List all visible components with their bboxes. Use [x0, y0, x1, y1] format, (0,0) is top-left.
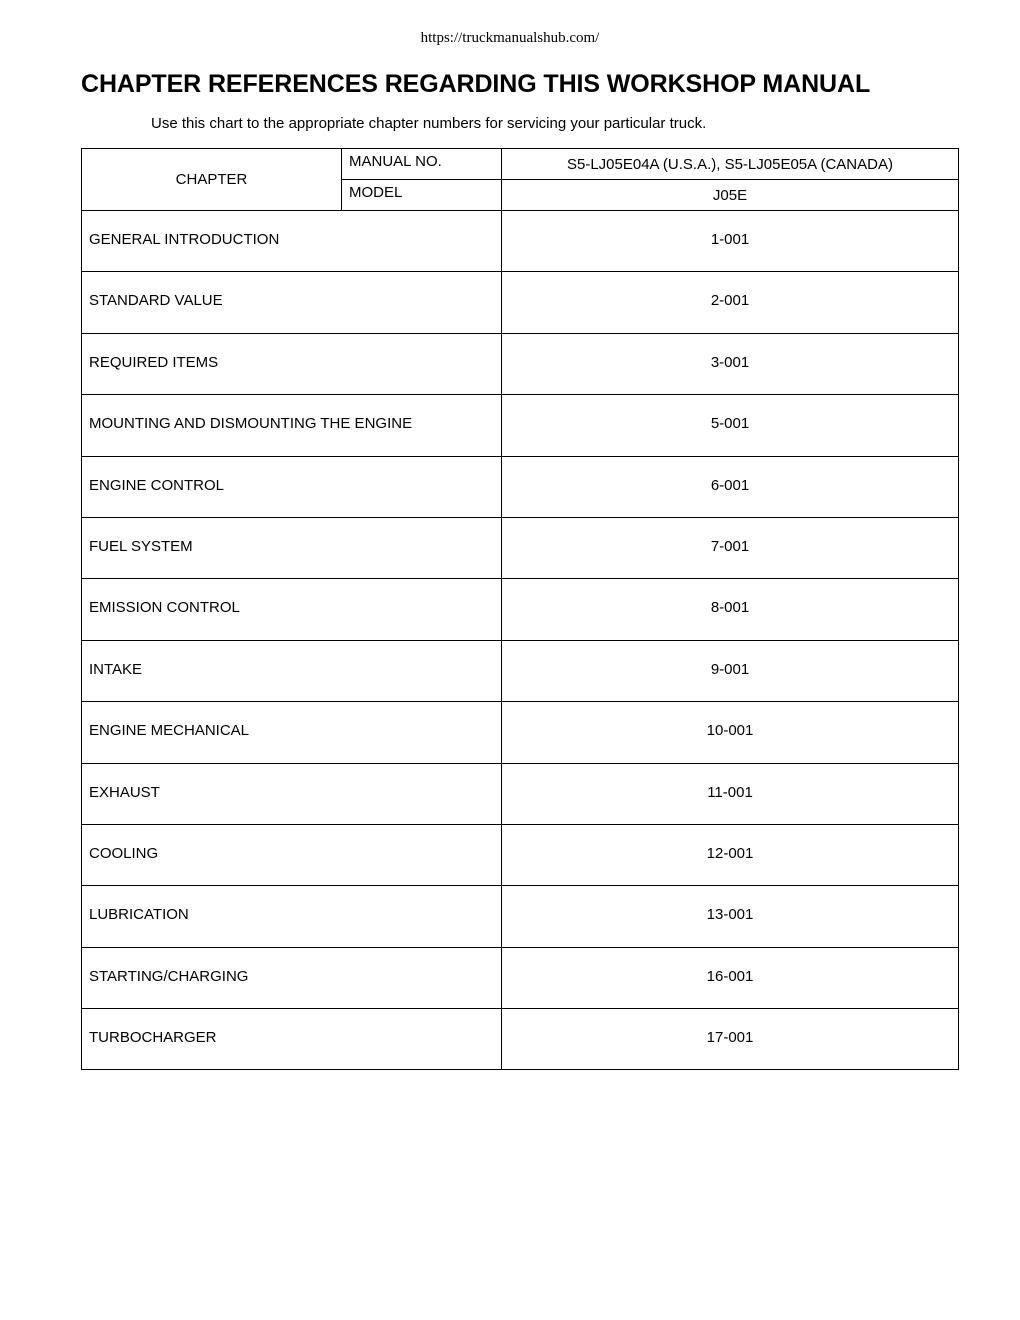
table-row [82, 1009, 959, 1070]
chapter-name: MOUNTING AND DISMOUNTING THE ENGINE [82, 395, 502, 456]
chapter-number: 9-001 [502, 640, 959, 701]
chapter-header: CHAPTER [82, 149, 342, 211]
header-row-manual [82, 149, 959, 180]
model-value: J05E [502, 180, 959, 211]
chapter-number: 7-001 [502, 517, 959, 578]
table-row [82, 211, 959, 272]
manual-no-value: S5-LJ05E04A (U.S.A.), S5-LJ05E05A (CANADA) [502, 149, 959, 180]
table-row [82, 579, 959, 640]
page-title: CHAPTER REFERENCES REGARDING THIS WORKSHOP MANUAL [81, 70, 871, 98]
chapter-name: LUBRICATION [82, 886, 502, 947]
chapter-number: 10-001 [502, 702, 959, 763]
chapter-number: 17-001 [502, 1009, 959, 1070]
table-row [82, 333, 959, 394]
table-row [82, 702, 959, 763]
manual-no-label: MANUAL NO. [342, 149, 502, 180]
table-row [82, 763, 959, 824]
table-row [82, 947, 959, 1008]
model-label: MODEL [342, 180, 502, 211]
chapter-number: 8-001 [502, 579, 959, 640]
chapter-number: 11-001 [502, 763, 959, 824]
table-row [82, 395, 959, 456]
chapter-number: 1-001 [502, 211, 959, 272]
intro-text: Use this chart to the appropriate chapter numbers for servicing your particular truck. [151, 115, 707, 132]
chapter-name: INTAKE [82, 640, 502, 701]
chapter-name: STANDARD VALUE [82, 272, 502, 333]
chapter-name: EMISSION CONTROL [82, 579, 502, 640]
chapter-name: GENERAL INTRODUCTION [82, 211, 502, 272]
table-body [82, 149, 959, 1070]
table-row [82, 517, 959, 578]
chapter-number: 3-001 [502, 333, 959, 394]
table-row [82, 824, 959, 885]
chapter-reference-table [81, 148, 959, 1070]
chapter-number: 6-001 [502, 456, 959, 517]
table-row [82, 886, 959, 947]
chapter-name: FUEL SYSTEM [82, 517, 502, 578]
chapter-name: ENGINE CONTROL [82, 456, 502, 517]
chapter-number: 12-001 [502, 824, 959, 885]
table-row [82, 640, 959, 701]
chapter-name: TURBOCHARGER [82, 1009, 502, 1070]
chapter-name: STARTING/CHARGING [82, 947, 502, 1008]
chapter-number: 5-001 [502, 395, 959, 456]
chapter-name: ENGINE MECHANICAL [82, 702, 502, 763]
chapter-name: REQUIRED ITEMS [82, 333, 502, 394]
chapter-number: 13-001 [502, 886, 959, 947]
chapter-number: 2-001 [502, 272, 959, 333]
table-row [82, 272, 959, 333]
chapter-name: COOLING [82, 824, 502, 885]
table-row [82, 456, 959, 517]
chapter-number: 16-001 [502, 947, 959, 1008]
chapter-name: EXHAUST [82, 763, 502, 824]
source-url: https://truckmanualshub.com/ [420, 30, 600, 46]
